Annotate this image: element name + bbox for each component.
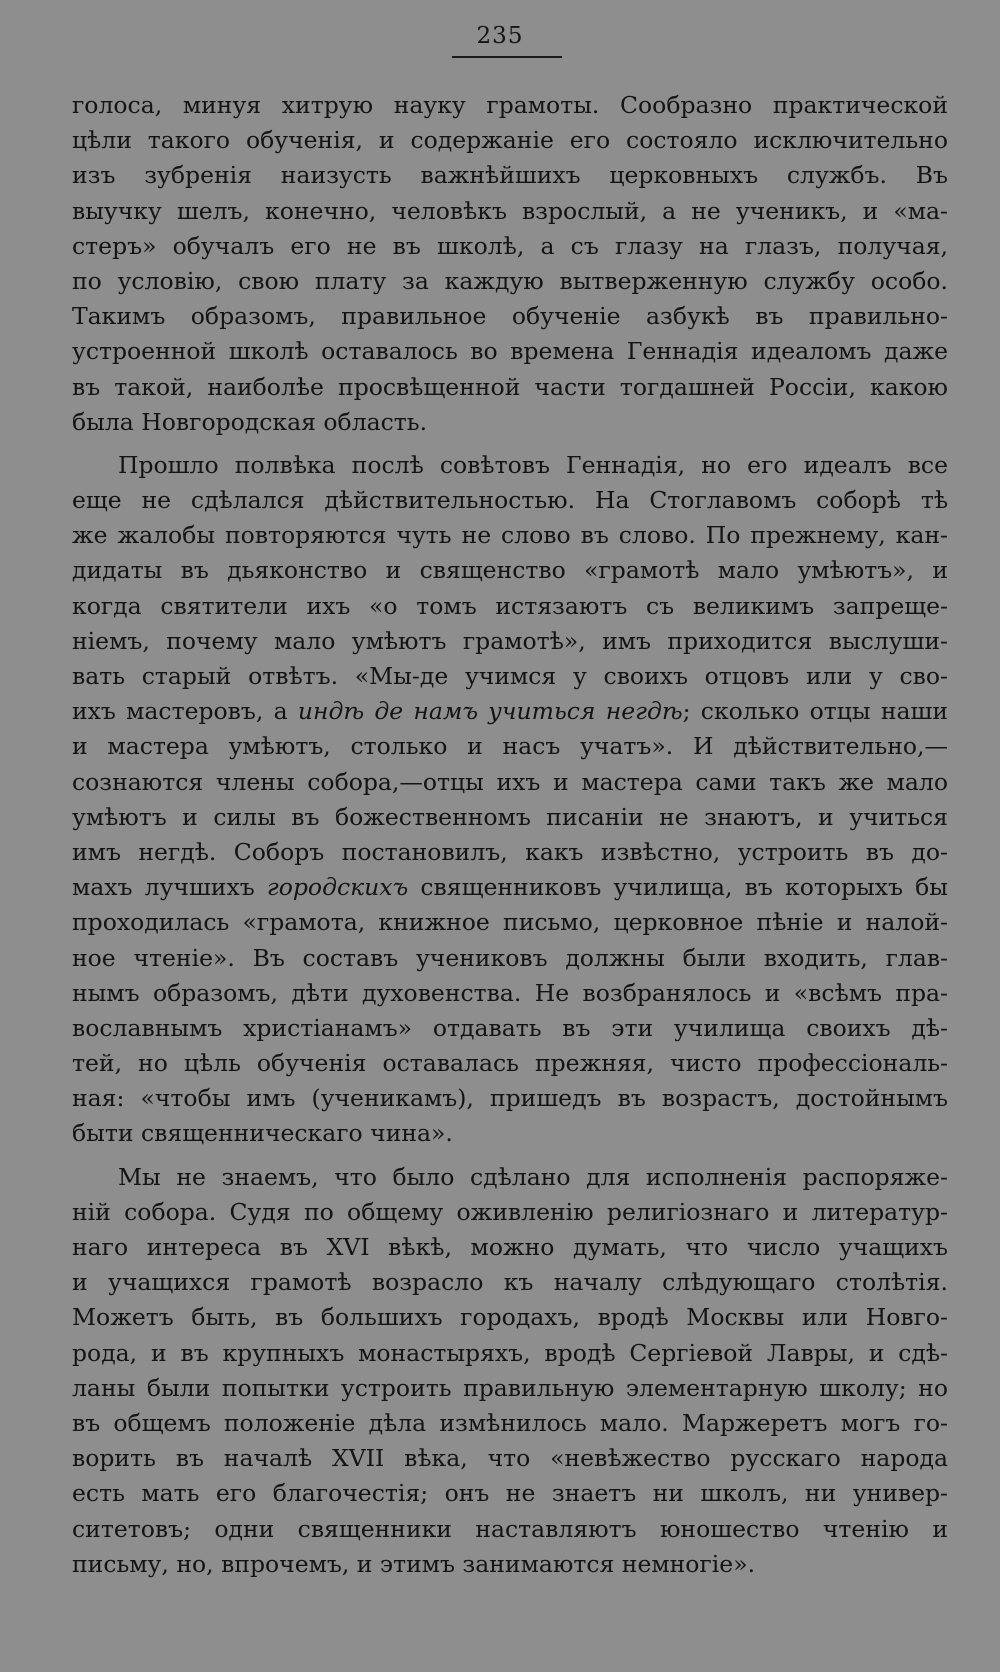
text-line: нымъ образомъ, дѣти духовенства. Не возбранялось и «всѣмъ пра- bbox=[72, 978, 948, 1007]
body-text bbox=[72, 88, 948, 1582]
text-line: стеръ» обучалъ его не въ школѣ, а съ глазу на глазъ, получая, bbox=[72, 231, 948, 260]
text-line: цѣли такого обученія, и содержаніе его состояло исключительно bbox=[72, 126, 948, 155]
italic-text: индѣ де намъ учиться негдѣ bbox=[297, 697, 683, 726]
text-line: Прошло полвѣка послѣ совѣтовъ Геннадія, но его идеалъ все bbox=[118, 450, 948, 479]
italic-text: городскихъ bbox=[266, 873, 409, 902]
text-line: тей, но цѣль обученія оставалась прежняя, чисто профессіональ- bbox=[72, 1049, 948, 1078]
text-line: быти священническаго чина». bbox=[72, 1119, 453, 1148]
text-line: и мастера умѣютъ, столько и насъ учатъ». И дѣйствительно,— bbox=[72, 732, 948, 761]
text-line: сознаются члены собора,—отцы ихъ и мастера сами такъ же мало bbox=[72, 767, 948, 796]
text-line: вославнымъ христіанамъ» отдавать въ эти училища своихъ дѣ- bbox=[72, 1013, 948, 1042]
text-line: дидаты въ дьяконство и священство «грамотѣ мало умѣютъ», и bbox=[72, 556, 948, 585]
text-line: и учащихся грамотѣ возрасло къ началу слѣдующаго столѣтія. bbox=[72, 1268, 948, 1297]
text-line: выучку шелъ, конечно, человѣкъ взрослый, а не ученикъ, и «ма- bbox=[72, 196, 948, 225]
text-line: въ общемъ положеніе дѣла измѣнилось мало. Маржеретъ могъ го- bbox=[72, 1408, 948, 1437]
text-line: наго интереса въ XVI вѣкѣ, можно думать, что число учащихъ bbox=[72, 1233, 948, 1261]
text-line: проходилась «грамота, книжное письмо, церковное пѣніе и налой- bbox=[72, 908, 948, 937]
text-line: ная: «чтобы имъ (ученикамъ), пришедъ въ возрастъ, достойнымъ bbox=[72, 1084, 948, 1113]
paragraph-gap bbox=[72, 1152, 948, 1160]
text-line: же жалобы повторяются чуть не слово въ слово. По прежнему, кан- bbox=[72, 521, 948, 550]
text-line: ное чтеніе». Въ составъ учениковъ должны были входить, глав- bbox=[72, 943, 948, 972]
text-line: Такимъ образомъ, правильное обученіе азбукѣ въ правильно- bbox=[72, 302, 948, 331]
text-line: ситетовъ; одни священники наставляютъ юношество чтенію и bbox=[72, 1514, 948, 1543]
text-line: умѣютъ и силы въ божественномъ писаніи не знаютъ, и учиться bbox=[72, 802, 948, 831]
text-line: изъ зубренія наизусть важнѣйшихъ церковныхъ службъ. Въ bbox=[72, 161, 948, 190]
text-line: имъ негдѣ. Соборъ постановилъ, какъ извѣстно, устроить въ до- bbox=[72, 837, 948, 866]
text-line: ланы были попытки устроить правильную элементарную школу; но bbox=[72, 1373, 948, 1402]
text-line: голоса, минуя хитрую науку грамоты. Сообразно практической bbox=[72, 91, 948, 119]
text-line: когда святители ихъ «о томъ истязаютъ съ великимъ запреще- bbox=[72, 591, 948, 620]
text-line: ворить въ началѣ XVII вѣка, что «невѣжество русскаго народа bbox=[72, 1444, 948, 1473]
paragraph bbox=[72, 448, 948, 1152]
text-line: ихъ мастеровъ, а индѣ де намъ учиться негдѣ; сколько отцы наши bbox=[72, 697, 948, 726]
text-line: вать старый отвѣтъ. «Мы-де учимся у своихъ отцовъ или у сво- bbox=[72, 662, 948, 690]
text-line: махъ лучшихъ городскихъ священниковъ училища, въ которыхъ бы bbox=[72, 873, 948, 902]
text-line: есть мать его благочестія; онъ не знаетъ ни школъ, ни универ- bbox=[72, 1479, 948, 1508]
text-line: Мы не знаемъ, что было сдѣлано для исполненія распоряже- bbox=[118, 1162, 948, 1191]
text-line: устроенной школѣ оставалось во времена Геннадія идеаломъ даже bbox=[72, 337, 948, 366]
paragraph bbox=[72, 88, 948, 440]
text-line: была Новгородская область. bbox=[72, 407, 428, 436]
text-line: по условію, свою плату за каждую вытверженную службу особо. bbox=[72, 266, 948, 295]
page-number-rule bbox=[452, 56, 562, 58]
text-line: еще не сдѣлался дѣйствительностью. На Стоглавомъ соборѣ тѣ bbox=[72, 486, 948, 515]
text-line: ній собора. Судя по общему оживленію религіознаго и литератур- bbox=[72, 1197, 948, 1226]
page-number: 235 bbox=[476, 23, 524, 49]
text-line: рода, и въ крупныхъ монастыряхъ, вродѣ Сергіевой Лавры, и сдѣ- bbox=[72, 1338, 948, 1367]
text-line: ніемъ, почему мало умѣютъ грамотѣ», имъ приходится выслуши- bbox=[72, 626, 948, 655]
text-line: письму, но, впрочемъ, и этимъ занимаются немногіе». bbox=[72, 1549, 756, 1578]
paragraph-gap bbox=[72, 440, 948, 448]
text-line: Можетъ быть, въ большихъ городахъ, вродѣ Москвы или Новго- bbox=[72, 1303, 948, 1332]
text-line: въ такой, наиболѣе просвѣщенной части тогдашней Россіи, какою bbox=[72, 372, 948, 401]
paragraph bbox=[72, 1160, 948, 1582]
